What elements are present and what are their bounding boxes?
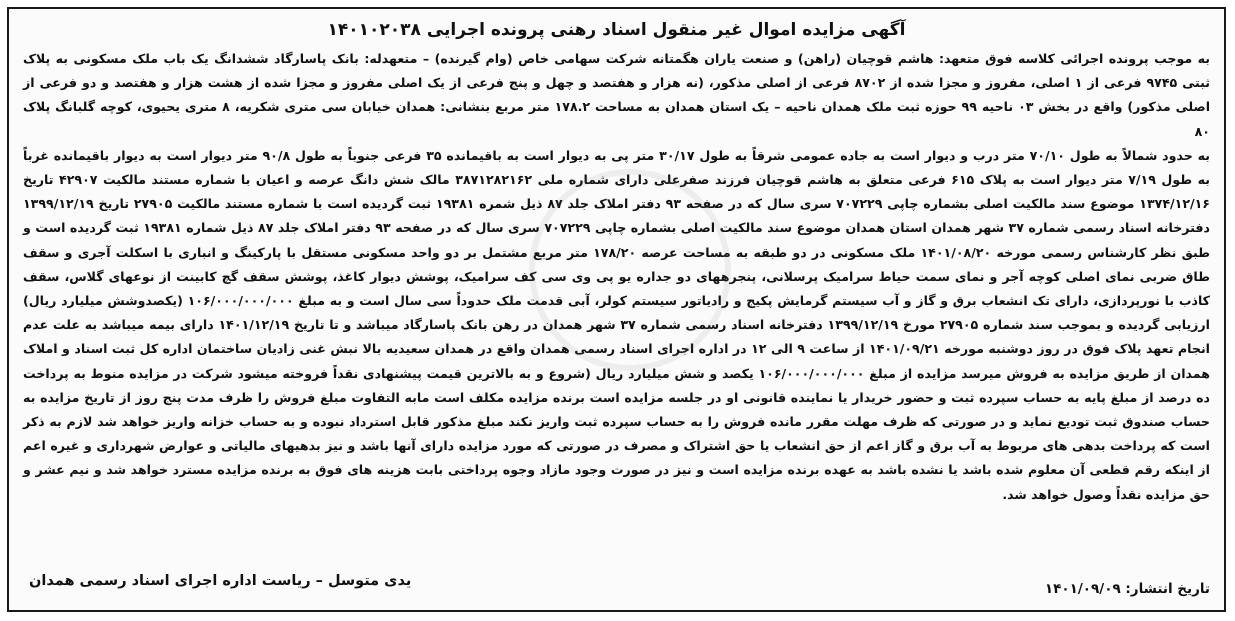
auction-notice (7, 7, 1226, 612)
notice-body (23, 47, 1210, 507)
notice-title: آگهی مزایده اموال غیر منقول اسناد رهنی پرونده اجرایی ۱۴۰۱۰۲۰۳۸ (327, 20, 906, 40)
notice-paragraph-2: به حدود شمالاً به طول ۷۰/۱۰ متر درب و دیوار است به جاده عمومی شرقاً به طول ۳۰/۱۷ متر پی به دیوار است به باقیمانده ۳۵ فرعی جنوباً به طول ۹۰/۸ متر دیوار است به دیوار باقیمانده غرباً به طول ۷/۱۹ متر دیوار است به پلاک ۶۱۵ فرعی متعلق به هاشم قوچیان فرزند صفرعلی دارای شماره ملی ۳۸۷۱۲۸۲۱۶۲ مالک شش دانگ عرصه و اعیان با شماره مستند مالکیت ۴۲۹۰۷ تاریخ ۱۳۷۴/۱۲/۱۶ موضوع سند مالکیت اصلی بشماره چاپی ۷۰۷۲۲۹ سری سال که در صفحه ۹۳ دفتر املاک جلد ۸۷ ذیل شمره ۱۹۳۸۱ ثبت گردیده است با شماره مستند مالکیت ۲۷۹۰۵ تاریخ ۱۳۹۹/۱۲/۱۹ دفترخانه اسناد رسمی شماره ۳۷ شهر همدان استان همدان موضوع سند مالکیت اصلی بشماره چاپی ۷۰۷۲۲۹ سری سال که در صفحه ۹۳ دفتر املاک جلد ۸۷ ذیل شماره ۱۹۳۸۱ ثبت گردیده است و طبق نظر کارشناس رسمی مورخه ۱۴۰۱/۰۸/۲۰ ملک مسکونی در دو طبقه به مساحت عرصه ۱۷۸/۲۰ متر مربع مشتمل بر دو واحد مسکونی مستقل با پارکینگ و انباری با اسکلت آجری و سقف طاق ضربی نمای اصلی کوچه آجر و نمای سمت حیاط سرامیک پرسلانی، پنجرههای دو جداره یو پی وی سی کف سرامیک، پوشش دیوار کاغذ، پوشش سقف گچ کابینت از نوعهای گلاس، سقف کاذب با نورپردازی، دارای تک انشعاب برق و گاز و آب سیستم گرمایش پکیج و رادیاتور سیستم کولر، آبی قدمت ملک حدوداً سی سال است و به مبلغ ۱۰۶/۰۰۰/۰۰۰/۰۰۰ (یکصدوشش میلیارد ریال) ارزیابی گردیده و بموجب سند شماره ۲۷۹۰۵ مورخ ۱۳۹۹/۱۲/۱۹ دفترخانه اسناد رسمی شماره ۳۷ شهر همدان در رهن بانک پاسارگاد میباشد و تا تاریخ ۱۴۰۱/۱۲/۱۹ دارای بیمه میباشد به علت عدم انجام تعهد پلاک فوق در روز دوشنبه مورخه ۱۴۰۱/۰۹/۲۱ از ساعت ۹ الی ۱۲ در اداره اجرای اسناد رسمی همدان واقع در همدان سعیدیه بالا نبش غنی زادیان ساختمان اداره کل ثبت اسناد و املاک همدان از طریق مزایده به فروش میرسد مزایده از مبلغ ۱۰۶/۰۰۰/۰۰۰/۰۰۰ یکصد و شش میلیارد ریال (شروع و به بالاترین قیمت پیشنهادی نقداً فروخته میشود شرکت در مزایده منوط به پرداخت ده درصد از مبلغ پایه به حساب سپرده ثبت و حضور خریدار یا نماینده قانونی او در جلسه مزایده است برنده مزایده مکلف است مابه التفاوت مبلغ فروش را ظرف مدت پنج روز از تاریخ مزایده به حساب صندوق ثبت تودیع نماید و در صورتی که ظرف مهلت مقرر مانده فروش را به حساب سپرده ثبت واریز نکند مبلغ مذکور قابل استرداد نبوده و به حساب خزانه واریز خواهد شد لازم به ذکر است که پرداخت بدهی های مربوط به آب برق و گاز اعم از حق انشعاب یا حق اشتراک و مصرف در صورتی که مورد مزایده دارای آنها باشد و نیز بدهیهای مالیاتی و عوارض شهرداری و غیره اعم از اینکه رقم قطعی آن معلوم شده باشد یا نشده باشد به عهده برنده مزایده است و نیز در صورت وجود مازاد وجوه پرداختی بابت هزینه های فوق به برنده مزایده مسترد خواهد شد و نیم عشر و حق مزایده نقداً وصول خواهد شد. (23, 147, 1210, 502)
publication-date: تاریخ انتشار: ۱۴۰۱/۰۹/۰۹ (1044, 581, 1210, 597)
signature: یدی متوسل – ریاست اداره اجرای اسناد رسمی همدان (29, 573, 412, 589)
notice-paragraph-1: به موجب پرونده اجرائی کلاسه فوق متعهد: هاشم قوچیان (راهن) و صنعت یاران هگمتانه شرکت سهامی خاص (وام گیرنده) – متعهدله: بانک پاسارگاد ششدانگ یک باب ملک مسکونی به پلاک ثبتی ۹۷۴۵ فرعی از ۱ اصلی، مفروز و مجزا شده از ۸۷۰۲ فرعی از اصلی مذکور، (نه هزار و هفتصد و چهل و پنج فرعی از یک اصلی مفروز و مجزا شده از هشت هزار و هفتصد و دو فرعی از اصلی مذکور) واقع در بخش ۰۳ ناحیه ۹۹ حوزه ثبت ملک همدان ناحیه – یک استان همدان به مساحت ۱۷۸.۲ متر مربع بنشانی: همدان خیابان سی متری شکریه، ۸ متری یحیوی، کوچه گلبانگ پلاک ۸۰ (23, 51, 1211, 139)
